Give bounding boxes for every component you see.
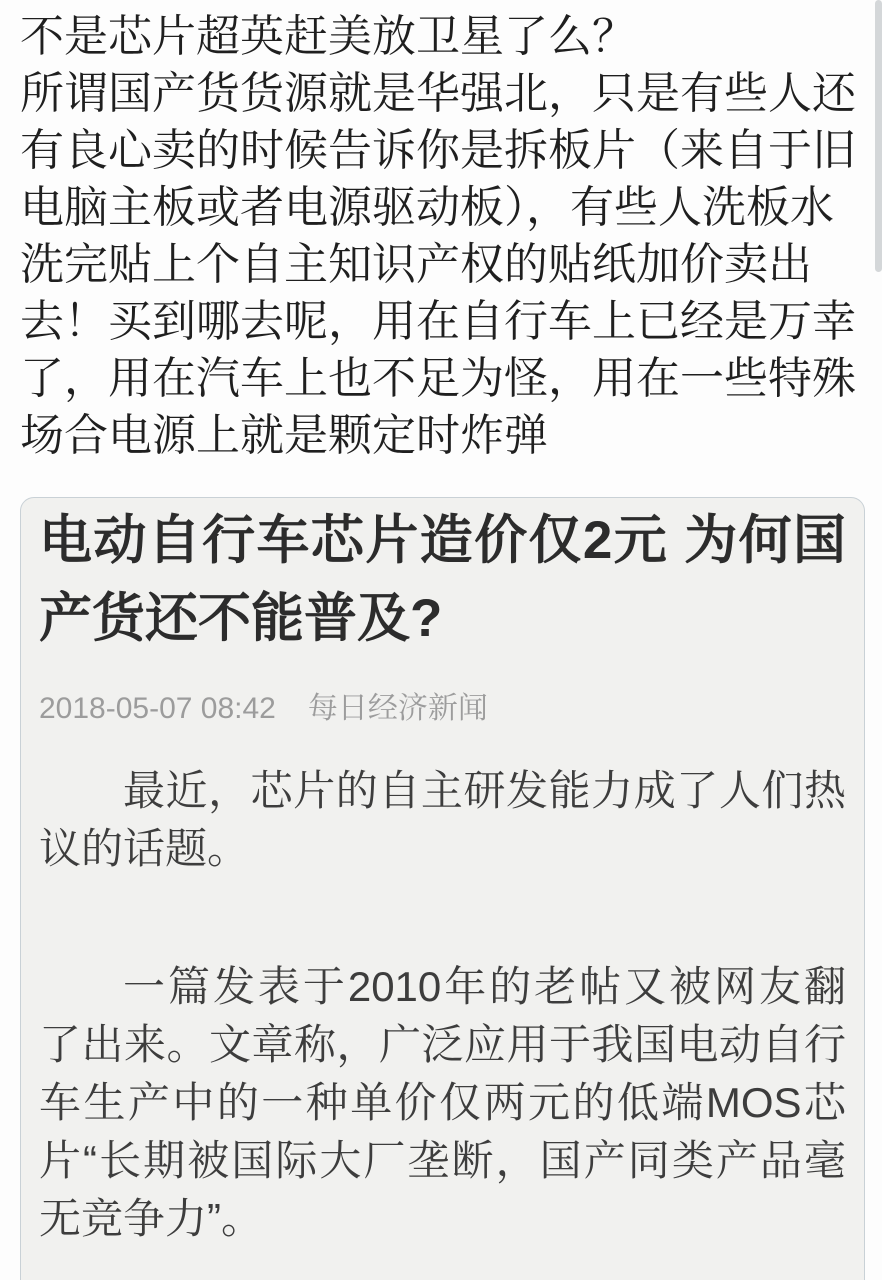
- paragraph-line: 无竞争力”。: [39, 1195, 263, 1242]
- comment-line: 了，用在汽车上也不足为怪，用在一些特殊: [20, 354, 856, 403]
- article-meta: [39, 690, 846, 728]
- article-card[interactable]: [20, 497, 865, 1280]
- paragraph-line: 最近，芯片的自主研发能力成了人们热: [123, 767, 846, 814]
- paragraph-line: 一篇发表于2010年的老帖又被网友翻: [123, 963, 846, 1010]
- article-source: 每日经济新闻: [307, 692, 488, 725]
- paragraph-line: 了出来。文章称，广泛应用于我国电动自行: [39, 1021, 846, 1068]
- article-title-line: 产货还不能普及?: [39, 589, 443, 648]
- article-paragraph: [39, 958, 846, 1248]
- article-paragraph: [39, 762, 846, 878]
- comment-line: 场合电源上就是颗定时炸弹: [20, 411, 548, 460]
- comment-line: 电脑主板或者电源驱动板），有些人洗板水: [20, 183, 834, 232]
- comment-line: 有良心卖的时候告诉你是拆板片（来自于旧: [20, 126, 856, 175]
- comment-text: [0, 0, 882, 464]
- comment-line: 去！买到哪去呢，用在自行车上已经是万幸: [20, 297, 856, 346]
- comment-line: 所谓国产货货源就是华强北，只是有些人还: [20, 69, 856, 118]
- paragraph-line: 议的话题。: [39, 825, 250, 872]
- comment-line: 不是芯片超英赶美放卫星了么？: [20, 12, 636, 61]
- comment-line: 洗完贴上个自主知识产权的贴纸加价卖出: [20, 240, 812, 289]
- scrollbar[interactable]: [875, 0, 882, 272]
- article-date: 2018-05-07 08:42: [39, 692, 276, 725]
- paragraph-line: 片“长期被国际大厂垄断，国产同类产品毫: [39, 1137, 846, 1184]
- paragraph-line: 车生产中的一种单价仅两元的低端MOS芯: [39, 1079, 846, 1126]
- article-title: [39, 502, 846, 658]
- article-title-line: 电动自行车芯片造价仅2元 为何国: [39, 511, 846, 570]
